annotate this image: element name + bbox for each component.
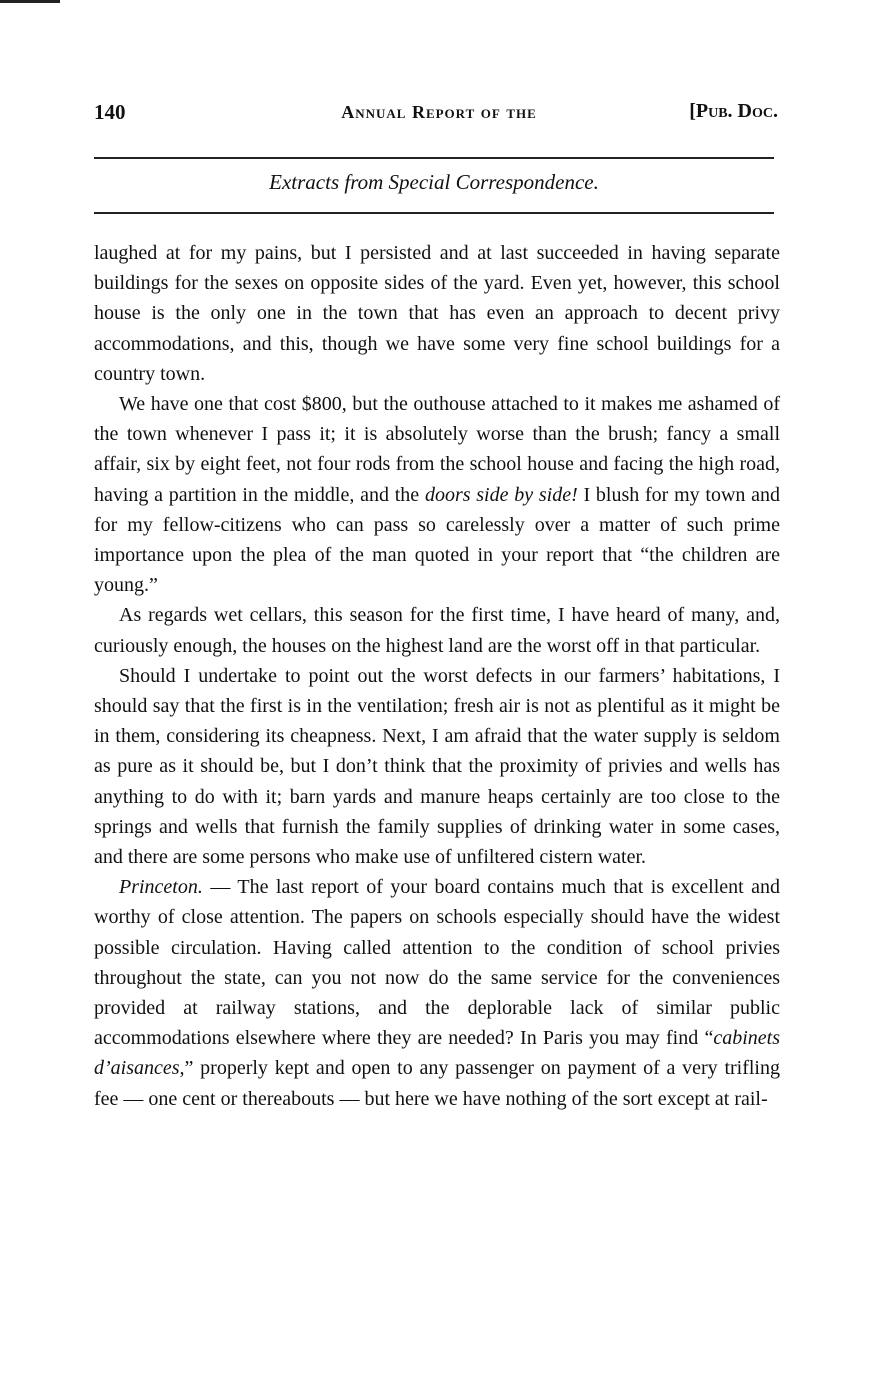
paragraph-text: As regards wet cellars, this season for the first time, I have heard of many, and, curiously enough, the houses on the highest land are the worst off in that particular. (94, 604, 780, 657)
paragraph-princeton (94, 872, 780, 1114)
place-name: Princeton. (119, 876, 203, 899)
paragraph-text: I blush for my town and for my fellow-citizens who can pass so carelessly over a matter of such prime importance upon the plea of the man quoted in your report that “the children are young.” (94, 483, 781, 597)
paragraph-farmers-habitations (94, 661, 780, 872)
running-title: Annual Report of the (341, 102, 537, 122)
document-reference: [Pub. Doc. (689, 100, 778, 122)
paragraph-text: Should I undertake to point out the worst defects in our farmers’ habitations, I should say that the first is in the ventilation; fresh air is not as plentiful as it might be in them, considering its cheapness. Next, I am afraid that the water supply is seldom as pure as it should be, but I don’t think that the proximity of privies and wells has anything to do with it; barn yards and manure heaps certainly are too close to the springs and wells that furnish the family supplies of drinking water in some cases, and there are some persons who make use of unfiltered cistern water. (94, 664, 780, 869)
emphasis-text: doors side by side! (424, 483, 578, 506)
paragraph-continued (94, 238, 780, 389)
paragraph-outhouse (94, 389, 780, 600)
emphasis-text: cabinets d’aisances, (94, 1027, 780, 1080)
bottom-rule (94, 212, 774, 214)
section-heading: Extracts from Special Correspondence. (269, 170, 599, 194)
page-header (94, 100, 784, 132)
paragraph-text: We have one that cost $800, but the outhouse attached to it makes me ashamed of the town whenever I pass it; it is absolutely worse than the brush; fancy a small affair, six by eight feet, not four rods from the school house and facing the high road, having a partition in the middle, and the (94, 393, 780, 506)
scan-edge-mark (0, 0, 60, 3)
paragraph-wet-cellars (94, 600, 780, 660)
body-text (94, 238, 780, 1114)
paragraph-text: ” properly kept and open to any passenger on payment of a very trifling fee — one cent or thereabouts — but here we have nothing of the sort except at rail- (94, 1057, 780, 1110)
top-rule (94, 157, 774, 159)
paragraph-text: laughed at for my pains, but I persisted and at last succeeded in having separate buildings for the sexes on opposite sides of the yard. Even yet, however, this school house is the only one in the town that has even an approach to decent privy accommodations, and this, though we have some very fine school buildings for a country town. (94, 242, 780, 385)
page-number: 140 (94, 100, 126, 124)
paragraph-text: — The last report of your board contains much that is excellent and worthy of close attention. The papers on schools especially should have the widest possible circulation. Having called attention to the condition of school privies throughout the state, can you not now do the same service for the conveniences provided at railway stations, and the deplorable lack of similar public accommodations elsewhere where they are needed? In Paris you may find “ (94, 876, 781, 1050)
